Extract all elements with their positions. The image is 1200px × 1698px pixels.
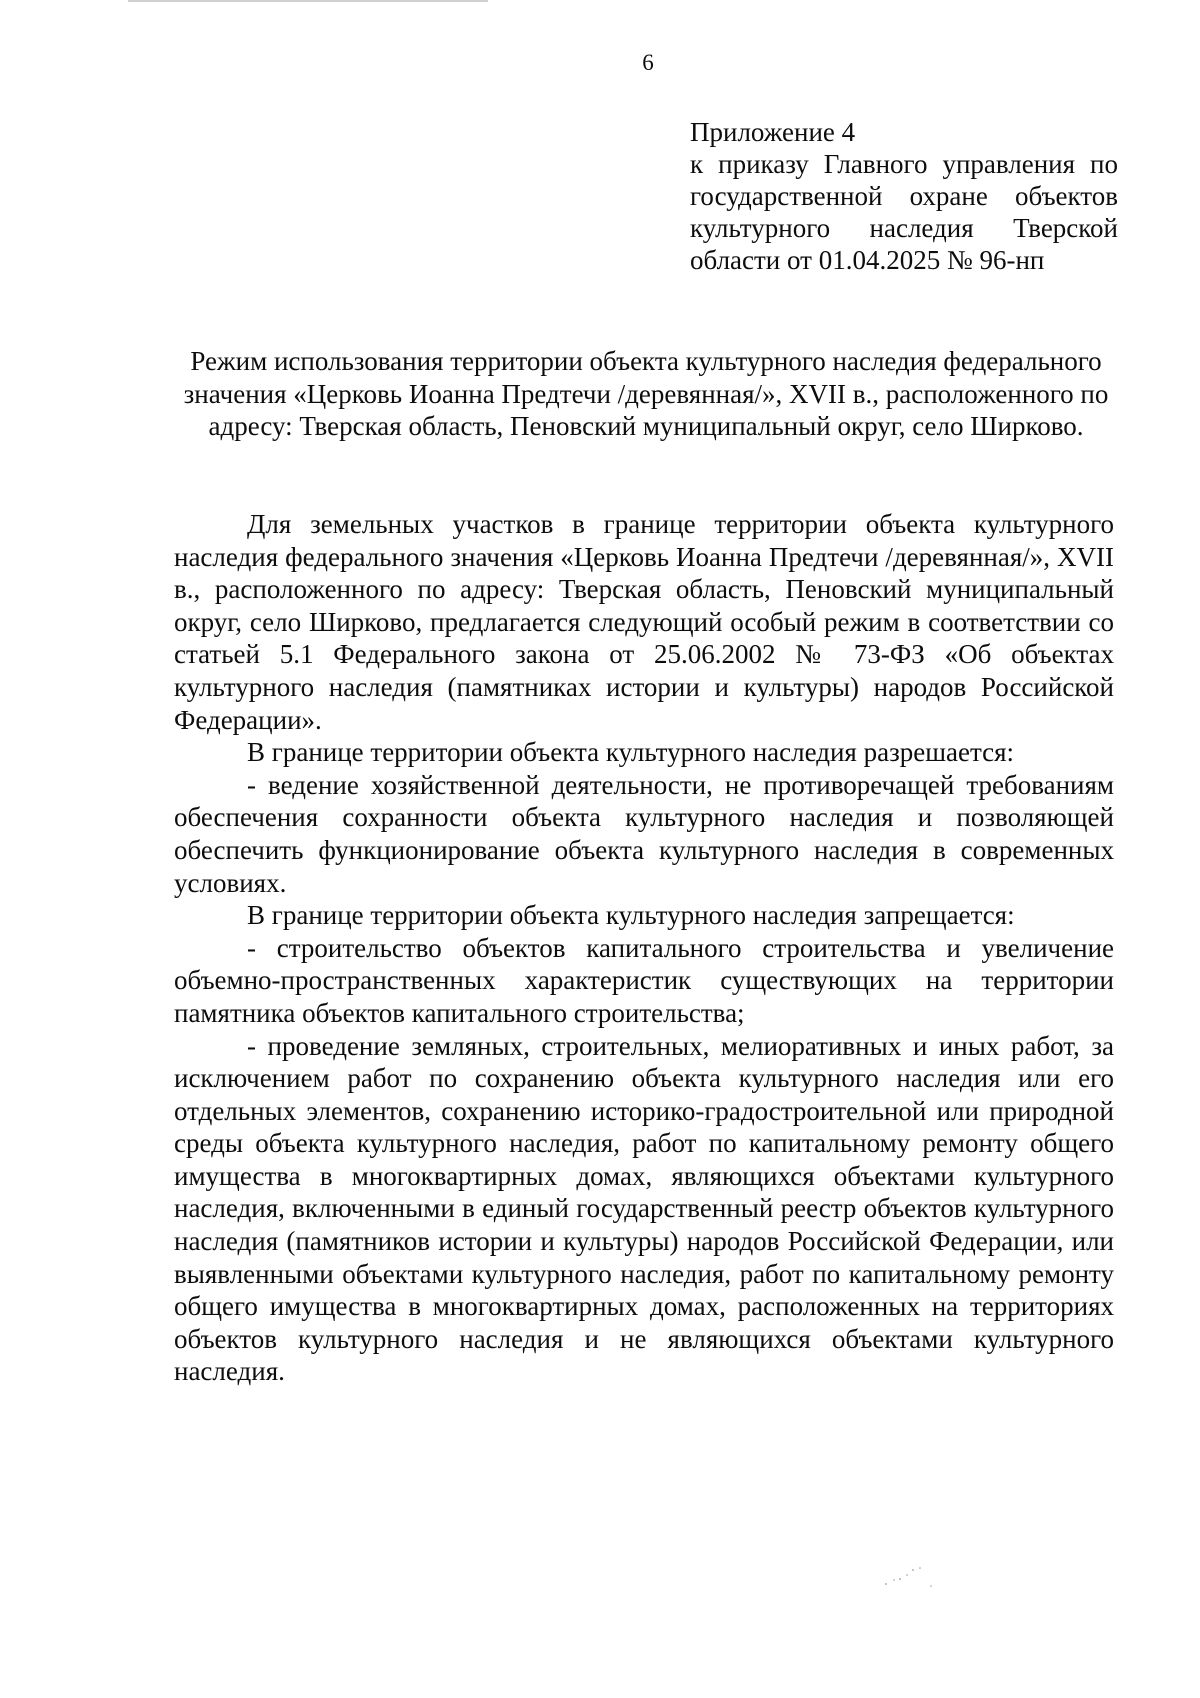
page-number: 6 — [642, 50, 654, 75]
paragraph-prohibited-item-2: - проведение земляных, строительных, мелиоративных и иных работ, за исключением работ по сохранению объекта культурного наследия или его отдельных элементов, сохранению историко-градостроительной или природной среды объекта культурного наследия, работ по капитальному ремонту общего имущества в многоквартирных домах, являющихся объектами культурного наследия, включенными в единый государственный реестр объектов культурного наследия (памятников истории и культуры) народов Российской Федерации, или выявленными объектами культурного наследия, работ по капитальному ремонту общего имущества в многоквартирных домах, расположенных на территориях объектов культурного наследия и не являющихся объектами культурного наследия. — [174, 1030, 1114, 1387]
document-title: Режим использования территории объекта культурного наследия федерального значения «Церковь Иоанна Предтечи /деревянная/», XVII в., расположенного по адресу: Тверская область, Пеновский муниципальный округ, село Ширково. — [183, 346, 1109, 441]
annex-reference: к приказу Главного управления по государственной охране объектов культурного наследия Тверской области от 01.04.2025 № 96-нп — [690, 149, 1118, 275]
paragraph-prohibited-item-1: - строительство объектов капитального строительства и увеличение объемно-пространственных характеристик существующих на территории памятника объектов капитального строительства; — [174, 932, 1114, 1028]
paragraph-prohibited-heading: В границе территории объекта культурного наследия запрещается: — [247, 900, 1015, 931]
paragraph-allowed-item: - ведение хозяйственной деятельности, не противоречащей требованиям обеспечения сохранности объекта культурного наследия и позволяющей обеспечить функционирование объекта культурного наследия в современных условиях. — [174, 769, 1114, 898]
scan-edge-line — [128, 0, 488, 2]
annex-title: Приложение 4 — [690, 117, 856, 147]
paragraph-intro: Для земельных участков в границе территории объекта культурного наследия федерального значения «Церковь Иоанна Предтечи /деревянная/», XVII в., расположенного по адресу: Тверская область, Пеновский муниципальный округ, село Ширково, предлагается следующий особый режим в соответствии со статьей 5.1 Федерального закона от 25.06.2002 № 73-ФЗ «Об объектах культурного наследия (памятниках истории и культуры) народов Российской Федерации». — [174, 509, 1114, 735]
scan-specks — [880, 1560, 960, 1600]
document-body — [174, 508, 1114, 1388]
paragraph-allowed-heading: В границе территории объекта культурного наследия разрешается: — [247, 737, 1015, 768]
annex-header — [690, 116, 1118, 276]
